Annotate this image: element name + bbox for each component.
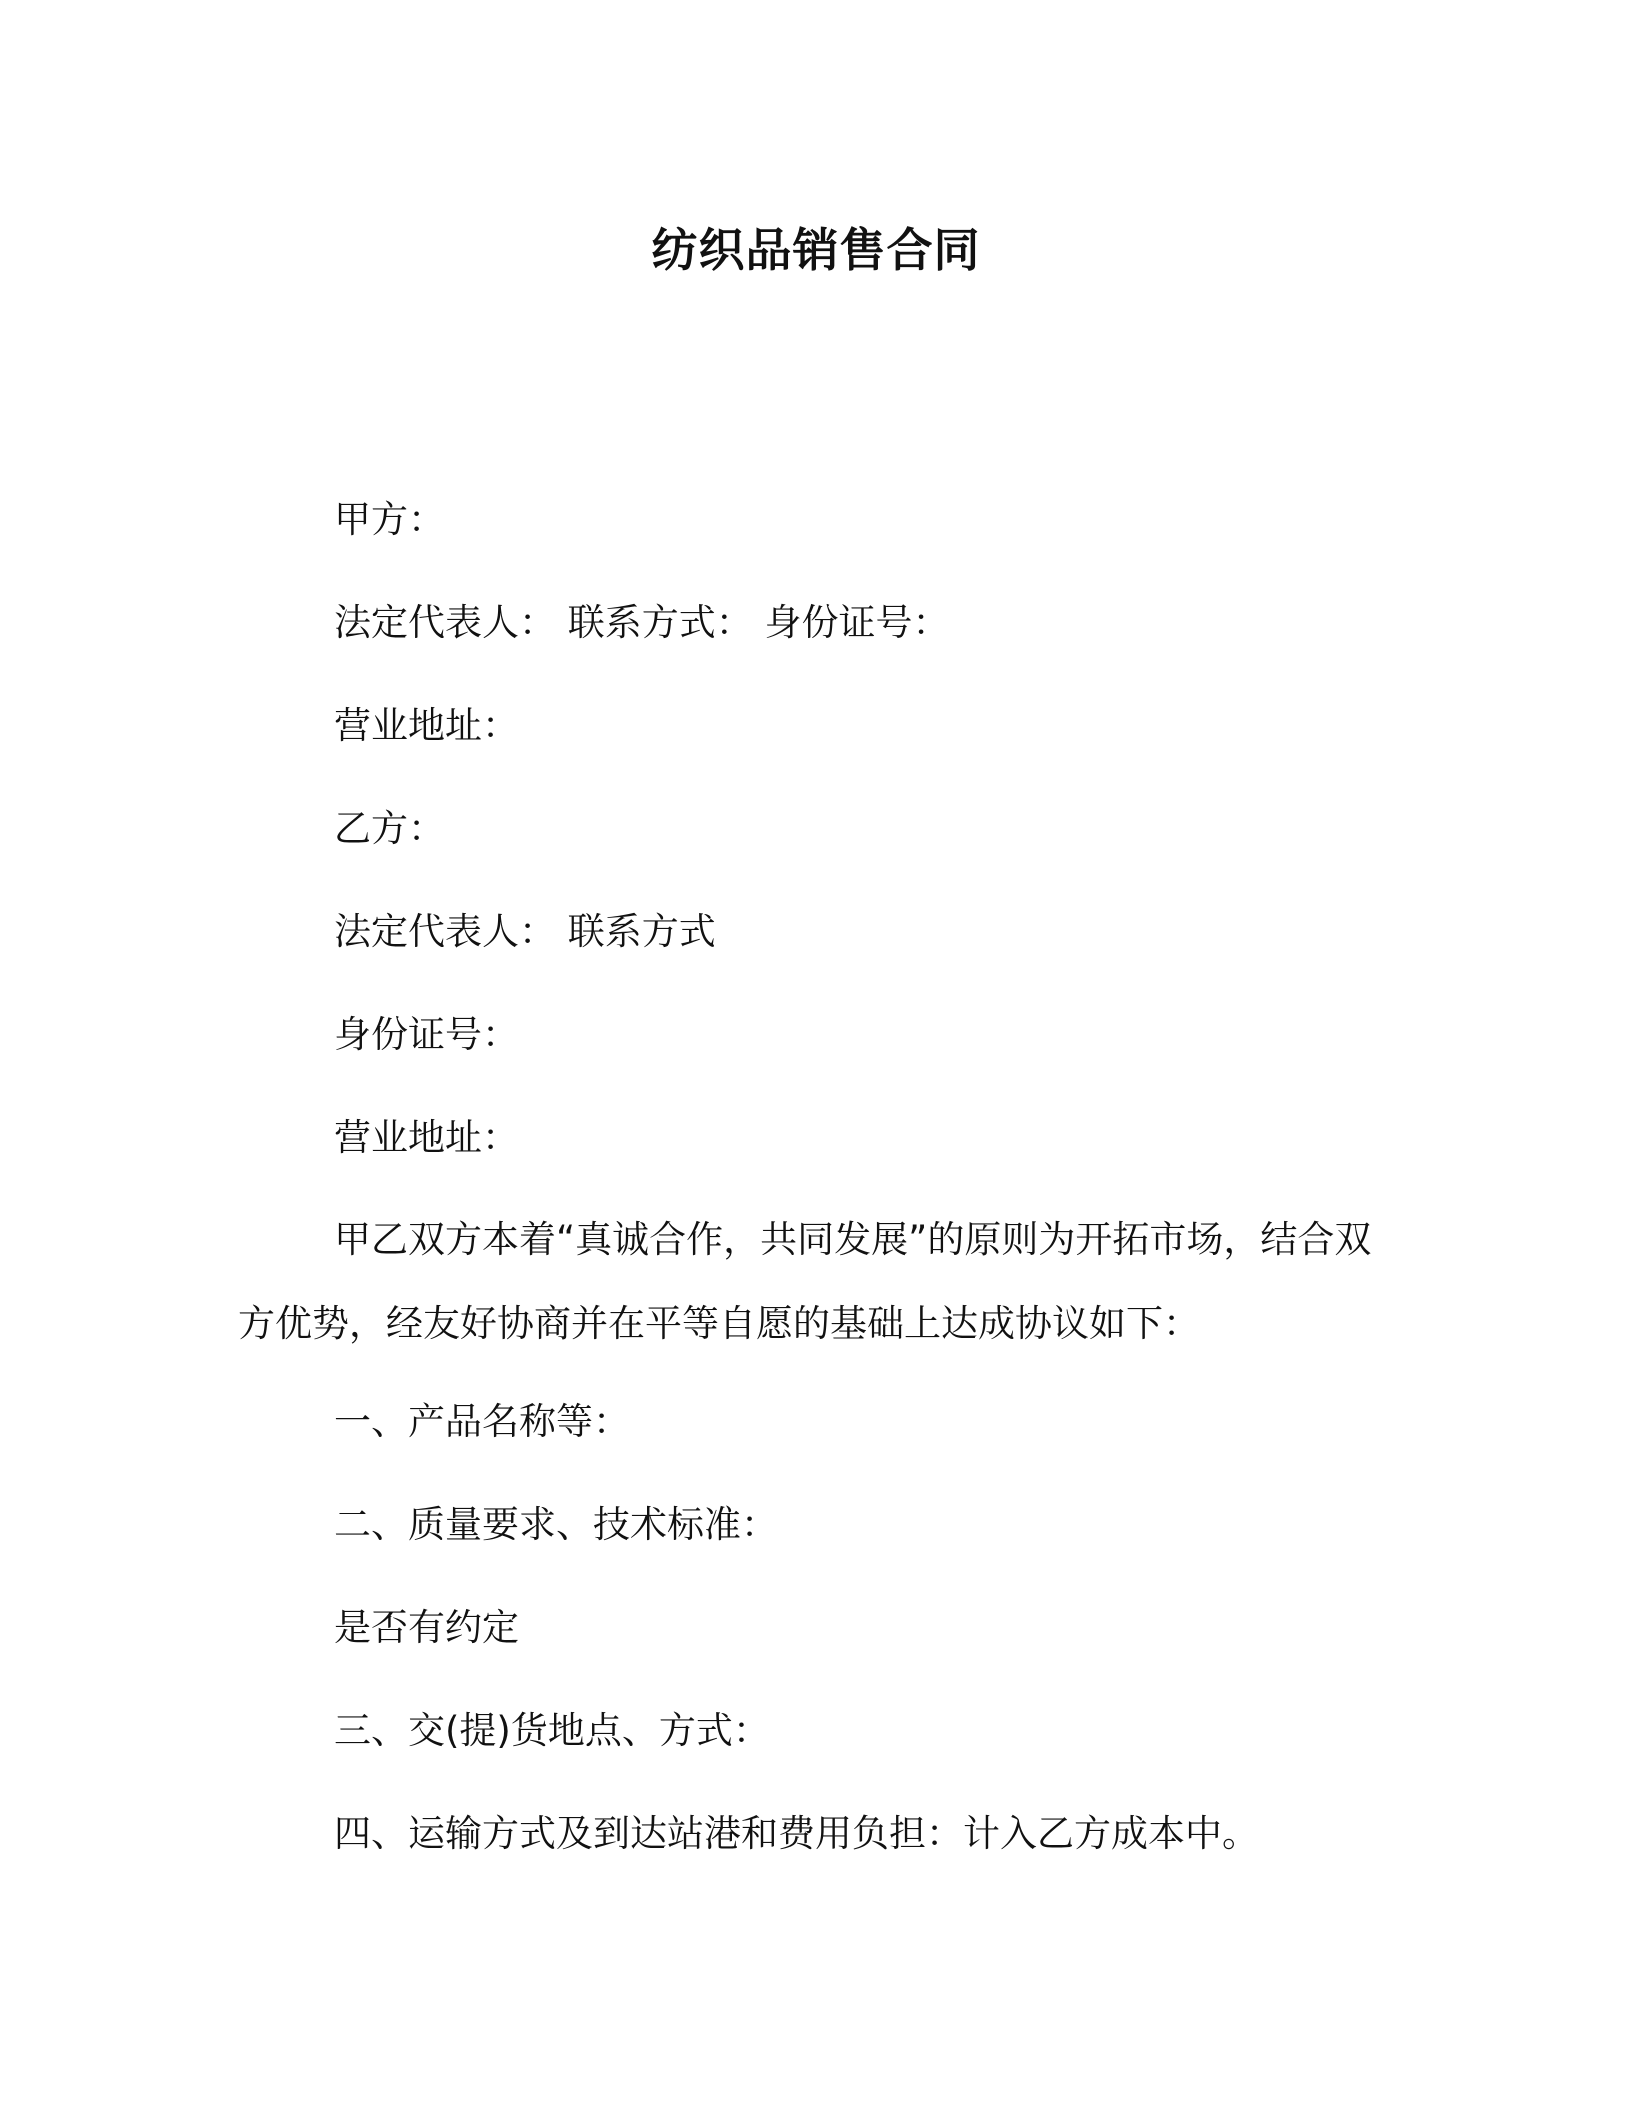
party-a-address-line: 营业地址： (334, 704, 519, 747)
intro-paragraph: 甲乙双方本着“真诚合作，共同发展”的原则为开拓市场，结合双方优势，经友好协商并在平等自愿的基础上达成协议如下： (238, 1218, 1372, 1345)
clause-4: 四、运输方式及到达站港和费用负担：计入乙方成本中。 (334, 1812, 1259, 1855)
document-title: 纺织品销售合同 (651, 223, 981, 277)
clause-2: 二、质量要求、技术标准： (334, 1503, 778, 1546)
party-b-id-line: 身份证号： (334, 1013, 519, 1056)
party-b-address-line: 营业地址： (334, 1116, 519, 1159)
clause-1: 一、产品名称等： (334, 1400, 630, 1443)
clause-3: 三、交(提)货地点、方式： (334, 1709, 770, 1752)
party-b-line: 乙方： (334, 807, 445, 850)
clause-2-note: 是否有约定 (334, 1606, 519, 1649)
party-a-line: 甲方： (334, 498, 445, 541)
party-a-representative-line: 法定代表人： 联系方式： 身份证号： (334, 601, 950, 644)
party-b-representative-line: 法定代表人： 联系方式 (334, 910, 716, 953)
